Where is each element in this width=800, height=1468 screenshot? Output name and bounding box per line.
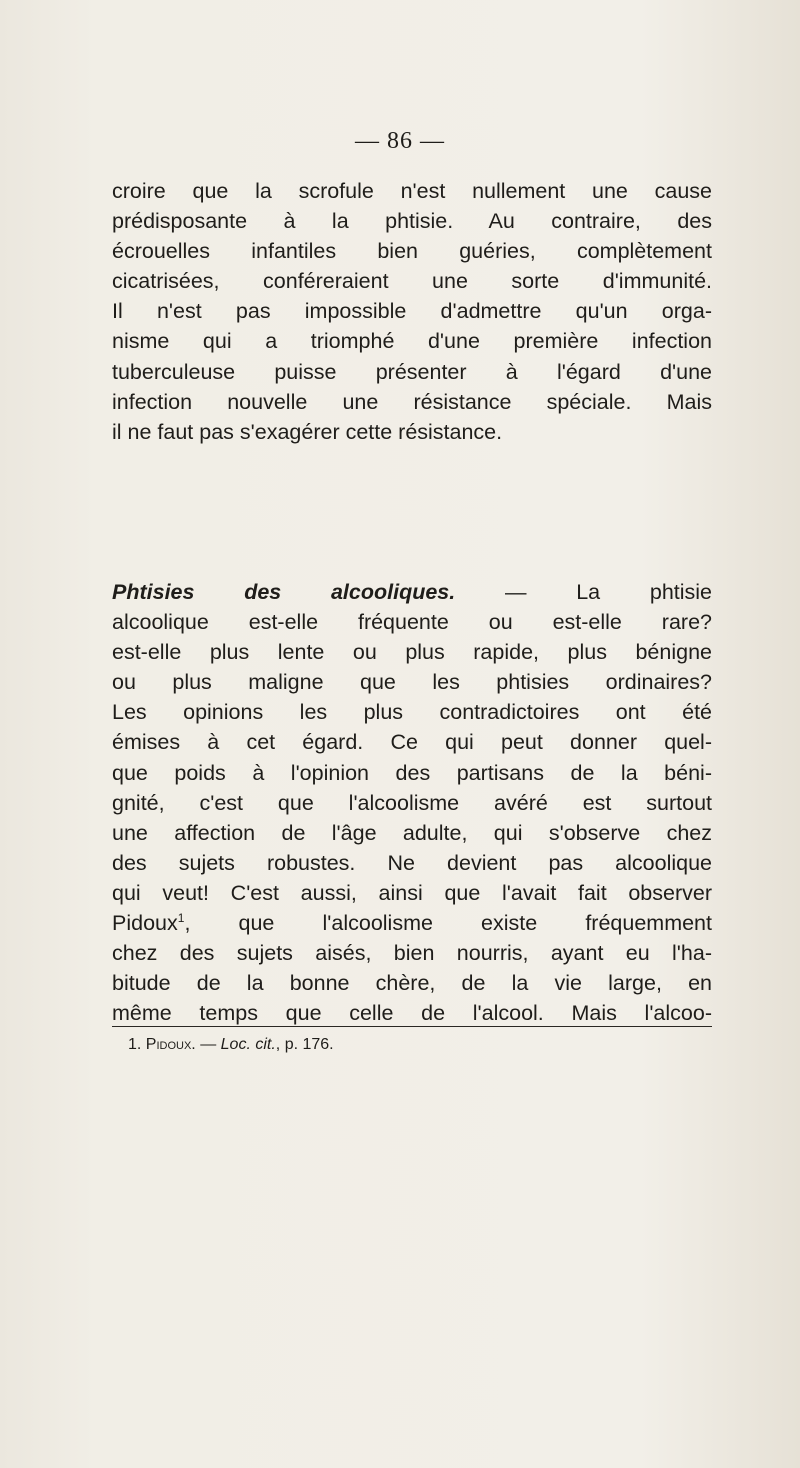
text-line-rest: , que l'alcoolisme existe fréquemment <box>184 911 712 936</box>
section-heading: Phtisies des alcooliques. <box>112 580 456 604</box>
heading-line <box>112 577 712 607</box>
text-line: nisme qui a triomphé d'une première infection <box>112 329 712 354</box>
footnote-dash: — <box>195 1036 221 1053</box>
text-line: une affection de l'âge adulte, qui s'observe chez <box>112 820 712 845</box>
footnote-author: Pidoux. <box>145 1036 196 1053</box>
text-line: ou plus maligne que les phtisies ordinaires? <box>112 670 712 695</box>
text-line-pidoux <box>112 908 712 938</box>
text-line: des sujets robustes. Ne devient pas alcoolique <box>112 850 712 875</box>
text-line: gnité, c'est que l'alcoolisme avéré est surtout <box>112 790 712 815</box>
text-line: Il n'est pas impossible d'admettre qu'un orga- <box>112 299 712 324</box>
text-line: cicatrisées, conféreraient une sorte d'immunité. <box>112 269 712 294</box>
text-line: émises à cet égard. Ce qui peut donner quel- <box>112 730 712 755</box>
text-line: infection nouvelle une résistance spéciale. Mais <box>112 389 712 414</box>
text-line: que poids à l'opinion des partisans de la béni- <box>112 760 712 785</box>
footnote-page: , p. 176. <box>275 1036 334 1053</box>
text-line: croire que la scrofule n'est nullement une cause <box>112 179 712 203</box>
text-line: bitude de la bonne chère, de la vie large, en <box>112 971 712 996</box>
text-line: chez des sujets aisés, bien nourris, ayant eu l'ha- <box>112 941 712 966</box>
footnote <box>128 1032 334 1058</box>
text-line: alcoolique est-elle fréquente ou est-elle rare? <box>112 610 712 635</box>
text-line: qui veut! C'est aussi, ainsi que l'avait fait observer <box>112 880 712 905</box>
text-line: tuberculeuse puisse présenter à l'égard d'une <box>112 359 712 384</box>
footnote-reference[interactable]: 1 <box>177 910 185 925</box>
footnote-citation: Loc. cit. <box>220 1036 276 1053</box>
page-number: — 86 — <box>355 128 445 154</box>
cited-author: Pidoux <box>112 911 178 936</box>
footnote-divider <box>112 1026 712 1027</box>
paragraph-scrofule <box>112 176 712 447</box>
text-line: même temps que celle de l'alcool. Mais l'alcoo- <box>112 1001 712 1026</box>
text-line: prédisposante à la phtisie. Au contraire, des <box>112 209 712 234</box>
heading-line-rest: — La phtisie <box>455 580 713 604</box>
text-line: est-elle plus lente ou plus rapide, plus bénigne <box>112 640 712 665</box>
text-line: Les opinions les plus contradictoires ont été <box>112 700 712 725</box>
text-line: il ne faut pas s'exagérer cette résistance. <box>112 419 503 444</box>
text-line: écrouelles infantiles bien guéries, complètement <box>112 239 712 264</box>
footnote-number: 1. <box>128 1036 142 1053</box>
paragraph-phtisies-alcooliques <box>112 577 712 1028</box>
